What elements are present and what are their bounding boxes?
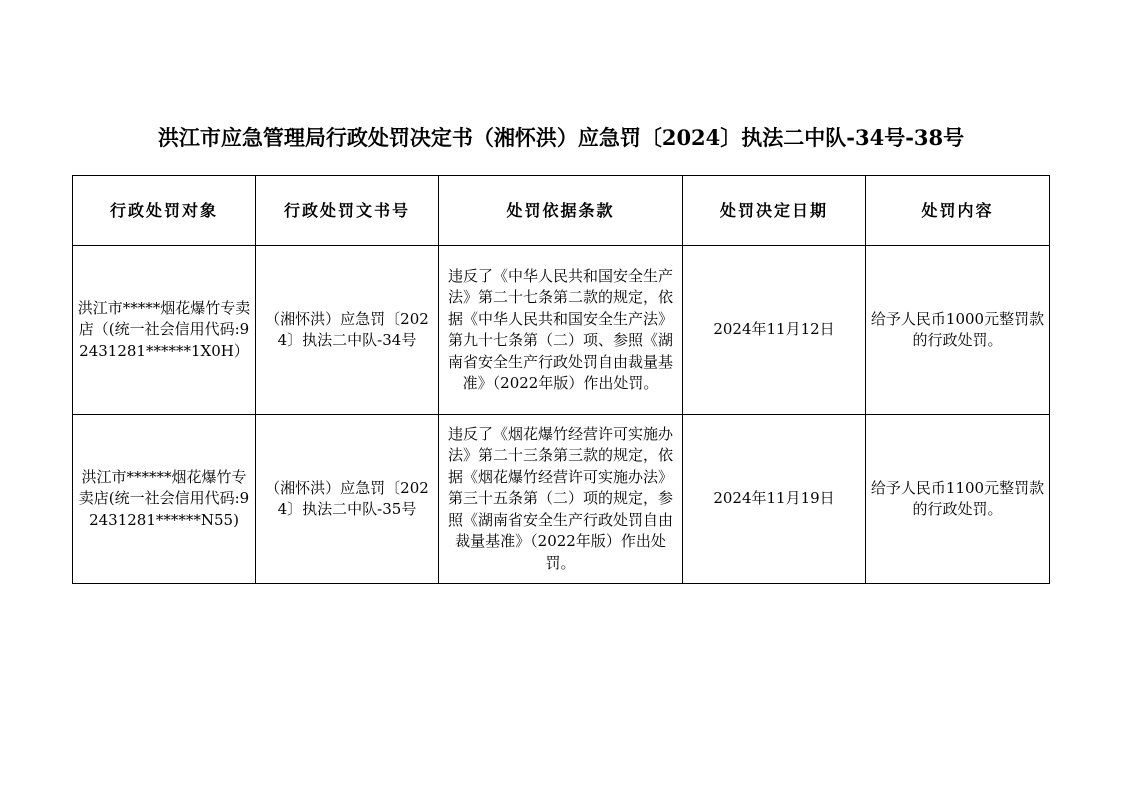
header-basis: 处罚依据条款 (439, 176, 683, 246)
header-doc-number: 行政处罚文书号 (256, 176, 439, 246)
table-row (73, 246, 1050, 415)
cell-target (73, 415, 256, 584)
cell-date (683, 246, 866, 415)
cell-content (866, 415, 1050, 584)
penalty-table (72, 175, 1050, 584)
content-text: 给予人民币1100元整罚款的行政处罚。 (870, 478, 1045, 518)
doc-number-text: （湘怀洪）应急罚〔2024〕执法二中队-35号 (265, 478, 429, 518)
content-text: 给予人民币1000元整罚款的行政处罚。 (870, 309, 1045, 349)
cell-basis (439, 415, 683, 584)
basis-text: 违反了《烟花爆竹经营许可实施办法》第二十三条第三款的规定，依据《烟花爆竹经营许可实施办法》第三十五条第（二）项的规定，参照《湖南省安全生产行政处罚自由裁量基准》（2022年版）作出处罚。 (447, 424, 673, 572)
target-text: 洪江市******烟花爆竹专卖店(统一社会信用代码:92431281******N55) (78, 467, 250, 529)
target-text: 洪江市*****烟花爆竹专卖店（(统一社会信用代码:92431281******1X0H） (77, 298, 251, 360)
table-row (73, 415, 1050, 584)
cell-doc-number (256, 246, 439, 415)
page-title: 洪江市应急管理局行政处罚决定书（湘怀洪）应急罚〔2024〕执法二中队-34号-38号 (157, 125, 965, 150)
header-target: 行政处罚对象 (73, 176, 256, 246)
cell-basis (439, 246, 683, 415)
date-text: 2024年11月19日 (713, 489, 835, 508)
header-content: 处罚内容 (866, 176, 1050, 246)
date-text: 2024年11月12日 (713, 320, 835, 339)
header-date: 处罚决定日期 (683, 176, 866, 246)
cell-content (866, 246, 1050, 415)
cell-date (683, 415, 866, 584)
table-header-row (73, 176, 1050, 246)
doc-number-text: （湘怀洪）应急罚〔2024〕执法二中队-34号 (265, 309, 429, 349)
basis-text: 违反了《中华人民共和国安全生产法》第二十七条第二款的规定，依据《中华人民共和国安全生产法》第九十七条第（二）项、参照《湖南省安全生产行政处罚自由裁量基准》（2022年版）作出处罚。 (447, 266, 673, 392)
cell-target (73, 246, 256, 415)
cell-doc-number (256, 415, 439, 584)
